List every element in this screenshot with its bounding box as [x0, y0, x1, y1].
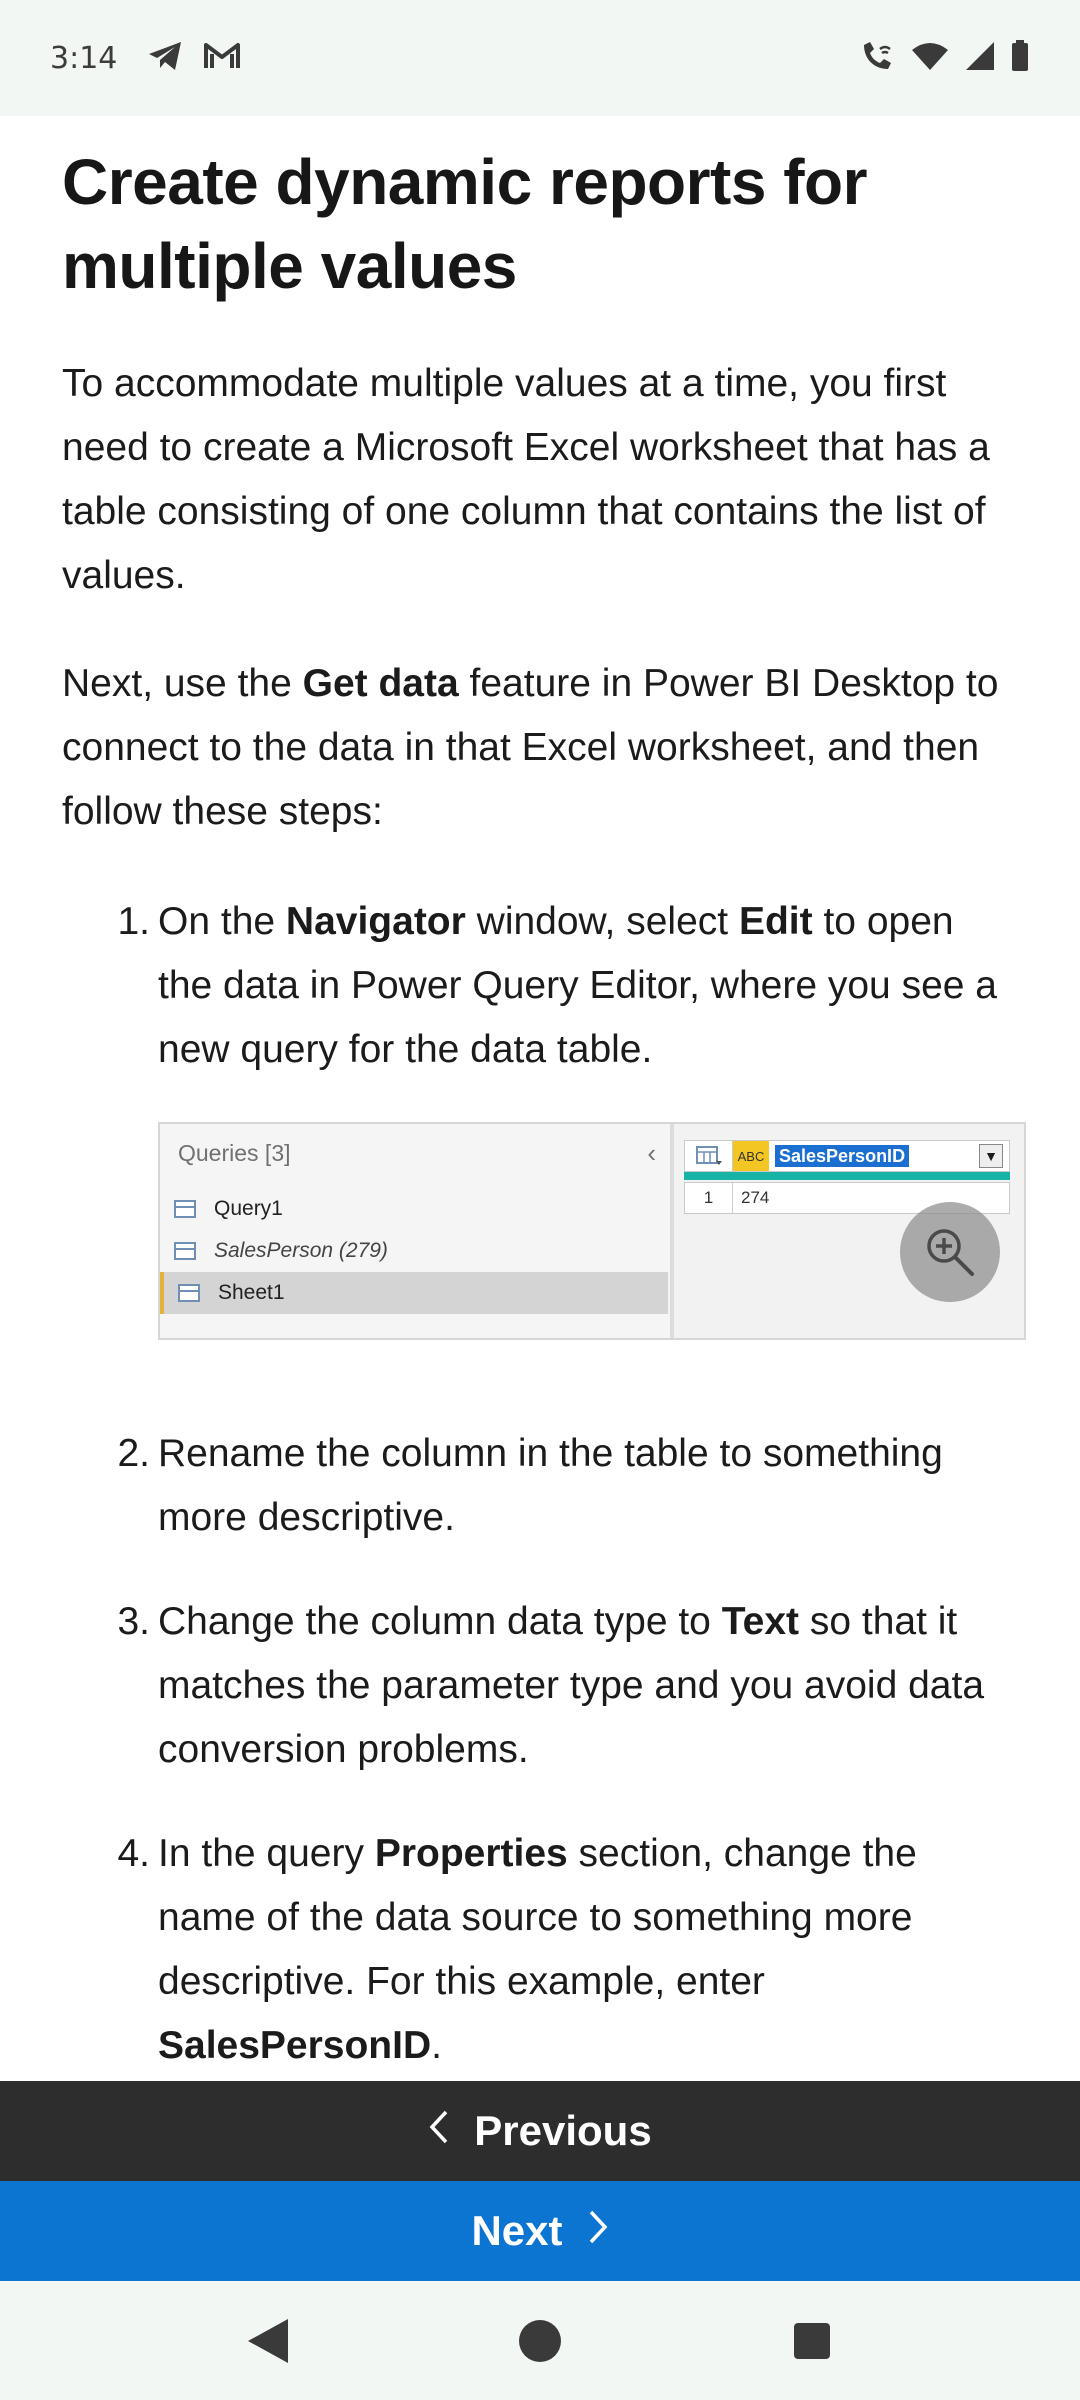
- table-menu-icon: [685, 1141, 733, 1171]
- battery-icon: [1010, 39, 1030, 78]
- data-preview-pane: [674, 1124, 1024, 1338]
- next-button[interactable]: [0, 2181, 1080, 2281]
- step-text: Change the column data type to Text so that it matches the parameter type and you avoid data conversion problems.: [158, 1600, 985, 1771]
- article: [62, 140, 1022, 2118]
- step-4: [62, 1822, 1022, 2078]
- intro-paragraph: To accommodate multiple values at a time, you first need to create a Microsoft Excel worksheet that has a table consisting of one column that contains the list of values.: [62, 362, 990, 597]
- queries-header: Queries [3]: [178, 1140, 291, 1166]
- next-label: Next: [471, 2207, 563, 2254]
- step-number: 4.: [117, 1832, 150, 1875]
- chevron-left-icon: [428, 2107, 450, 2155]
- system-navigation-bar: [0, 2281, 1080, 2400]
- previous-label: Previous: [474, 2107, 652, 2154]
- text-type-icon: ABC: [733, 1141, 769, 1171]
- step-number: 1.: [117, 900, 150, 943]
- system-icons: [860, 39, 1030, 78]
- step-text: Rename the column in the table to something more descriptive.: [158, 1432, 943, 1539]
- cellular-signal-icon: [964, 40, 996, 77]
- filter-icon: ▼: [979, 1144, 1003, 1168]
- step-3: [62, 1590, 1022, 1782]
- steps-list: [62, 890, 1022, 2078]
- chevron-left-icon: ‹: [647, 1138, 656, 1168]
- table-row: 1 274: [684, 1182, 1010, 1214]
- table-icon: [174, 1242, 196, 1260]
- step-1: [62, 890, 1022, 1082]
- table-icon: [174, 1200, 196, 1218]
- step-text: On the Navigator window, select Edit to open the data in Power Query Editor, where you see a new query for the data table.: [158, 900, 997, 1071]
- previous-button[interactable]: [0, 2081, 1080, 2181]
- steps-intro-paragraph: Next, use the Get data feature in Power BI Desktop to connect to the data in that Excel worksheet, and then follow these steps:: [62, 662, 999, 833]
- column-quality-bar: [684, 1172, 1010, 1180]
- zoom-in-icon[interactable]: [900, 1202, 1000, 1302]
- query-item: Query1: [160, 1188, 668, 1230]
- telegram-icon: [147, 40, 183, 77]
- page-title: Create dynamic reports for multiple values: [62, 146, 868, 302]
- recents-button[interactable]: [722, 2296, 902, 2386]
- status-bar: [0, 0, 1080, 116]
- power-query-screenshot[interactable]: [158, 1122, 1026, 1340]
- wifi-calling-icon: [860, 39, 896, 78]
- column-header: [684, 1140, 1010, 1172]
- status-time: 3:14: [50, 40, 118, 76]
- column-name: SalesPersonID: [775, 1145, 909, 1167]
- home-button[interactable]: [450, 2296, 630, 2386]
- step-text: In the query Properties section, change the name of the data source to something more descriptive. For this example, enter SalesPersonID.: [158, 1832, 917, 2067]
- step-number: 3.: [117, 1600, 150, 1643]
- table-icon: [178, 1284, 200, 1302]
- queries-pane: [160, 1124, 674, 1338]
- step-2: [62, 1422, 1022, 1550]
- query-item: SalesPerson (279): [160, 1230, 668, 1272]
- back-button[interactable]: [178, 2296, 358, 2386]
- gmail-icon: [203, 41, 241, 76]
- notification-icons: [147, 40, 241, 77]
- step-number: 2.: [117, 1432, 150, 1475]
- query-item-selected: Sheet1: [160, 1272, 668, 1314]
- wifi-icon: [910, 40, 950, 77]
- chevron-right-icon: [587, 2207, 609, 2255]
